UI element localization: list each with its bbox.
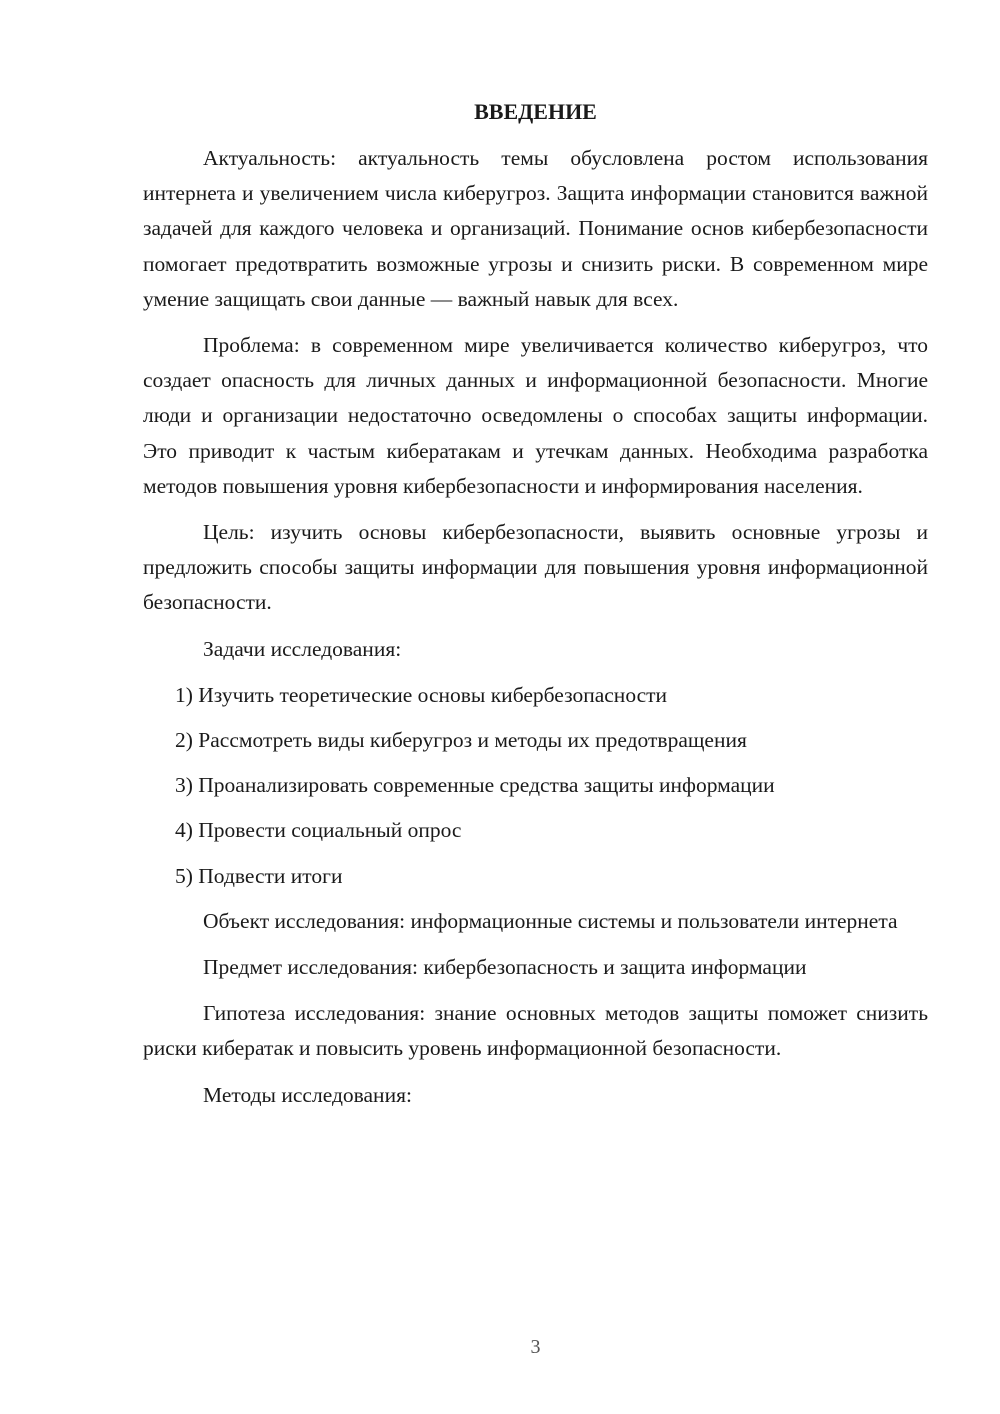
task-item-3: 3) Проанализировать современные средства защиты информации [175, 773, 775, 798]
document-body [143, 141, 928, 1124]
methods-heading: Методы исследования: [203, 1082, 412, 1107]
page-number: 3 [530, 1336, 541, 1358]
task-item-2: 2) Рассмотреть виды киберугроз и методы их предотвращения [175, 728, 747, 753]
paragraph-problem: Проблема: в современном мире увеличивается количество киберугроз, что создает опасность для личных данных и информационной безопасности. Многие люди и организации недостаточно осведомлены о способах защиты информации. Это приводит к частым кибератакам и утечкам данных. Необходима разработка методов повышения уровня кибербезопасности и информирования населения. [143, 333, 928, 498]
paragraph-subject: Предмет исследования: кибербезопасность и защита информации [203, 955, 807, 980]
paragraph-hypothesis: Гипотеза исследования: знание основных методов защиты поможет снизить риски кибератак и повысить уровень информационной безопасности. [143, 1001, 928, 1061]
task-item-1: 1) Изучить теоретические основы кибербезопасности [175, 682, 668, 707]
paragraph-relevance: Актуальность: актуальность темы обусловлена ростом использования интернета и увеличением числа киберугроз. Защита информации становится важной задачей для каждого человека и организаций. Понимание основ кибербезопасности помогает предотвратить возможные угрозы и снизить риски. В современном мире умение защищать свои данные — важный навык для всех. [143, 146, 928, 311]
paragraph-object: Объект исследования: информационные системы и пользователи интернета [203, 908, 898, 933]
page-title: ВВЕДЕНИЕ [474, 99, 597, 124]
document-page [143, 0, 928, 1414]
paragraph-goal: Цель: изучить основы кибербезопасности, выявить основные угрозы и предложить способы защиты информации для повышения уровня информационной безопасности. [143, 520, 928, 615]
task-item-5: 5) Подвести итоги [175, 863, 343, 888]
tasks-heading: Задачи исследования: [203, 636, 402, 661]
task-item-4: 4) Провести социальный опрос [175, 818, 462, 843]
